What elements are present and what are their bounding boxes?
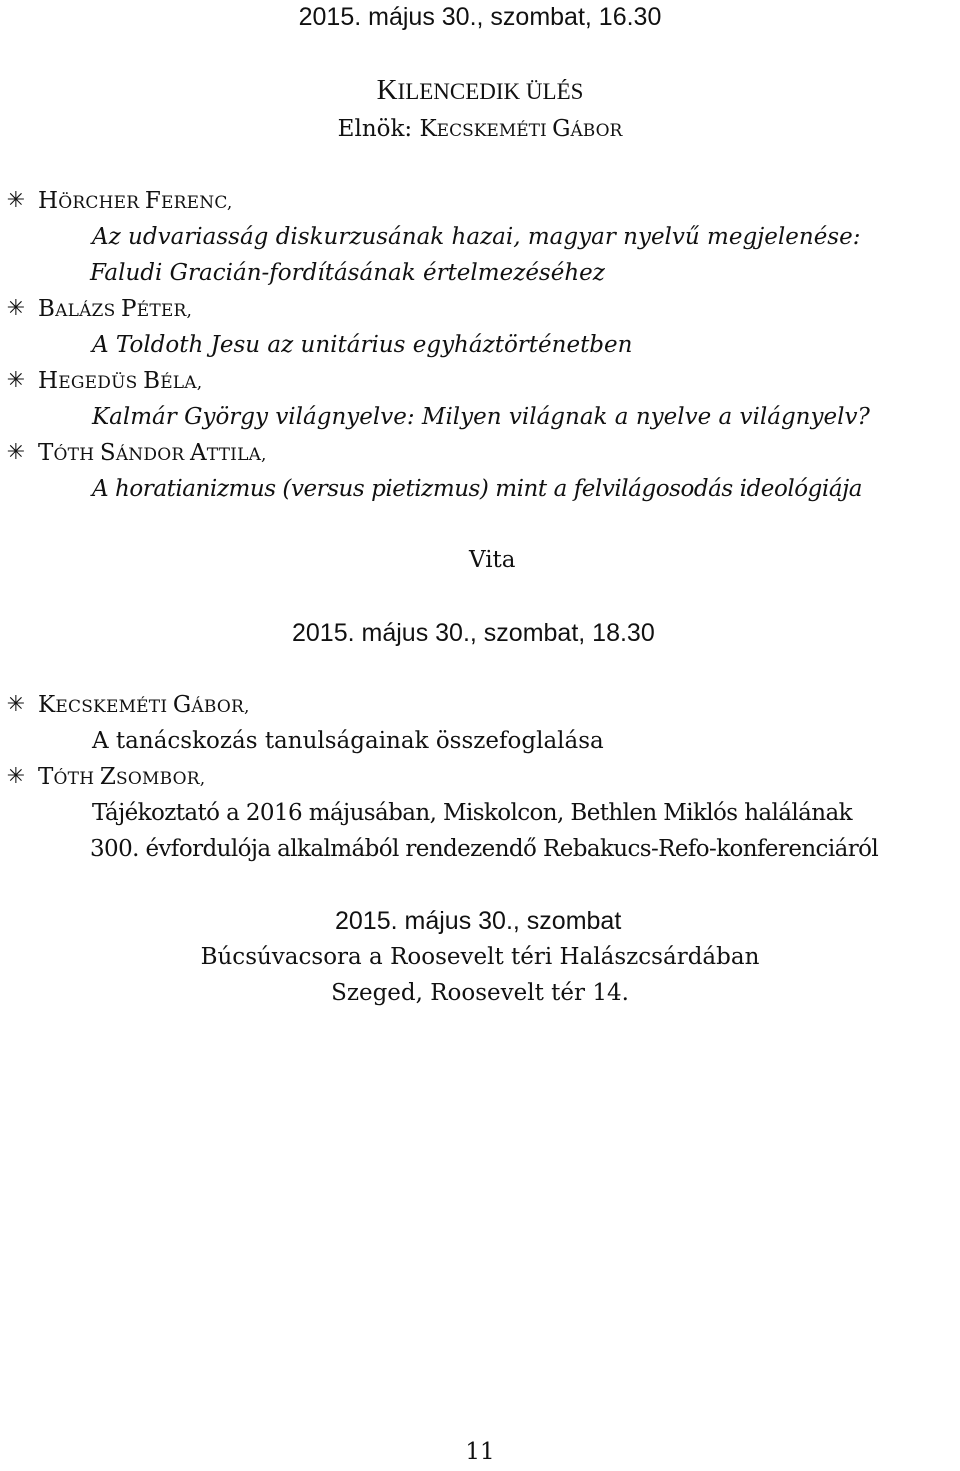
name-part: ÁBOR (570, 121, 623, 141)
talk-title-line: Tájékoztató a 2016 májusában, Miskolcon, Bethlen Miklós halálának (92, 800, 852, 826)
name-part: ÁBOR, (191, 697, 250, 717)
name-part: H (38, 188, 59, 214)
asterisk-icon: ✳ (6, 692, 26, 717)
name-part: P (121, 296, 137, 322)
talk-title-line: 300. évfordulója alkalmából rendezendő Rebakucs-Refo-konferenciáról (90, 836, 879, 862)
asterisk-icon: ✳ (6, 440, 26, 465)
session1-chair (0, 114, 960, 146)
name-part: ÓTH (53, 445, 100, 465)
name-part: ÉTER, (136, 301, 193, 321)
speaker-name (38, 366, 202, 398)
talk-title-line: Faludi Gracián-fordításának értelmezéséhez (90, 260, 605, 286)
name-part: S (99, 440, 116, 466)
asterisk-icon: ✳ (6, 368, 26, 393)
talk-title-line: Kalmár György világnyelve: Milyen világnak a nyelve a világnyelv? (92, 404, 870, 430)
name-part: F (144, 188, 162, 214)
dinner-venue: Búcsúvacsora a Roosevelt téri Halászcsárdában (200, 944, 760, 970)
name-part: ECSKEMÉTI (55, 697, 173, 717)
name-part: ÖRCHER (58, 193, 145, 213)
name-part: B (38, 296, 56, 322)
name-part: SOMBOR, (116, 769, 206, 789)
name-part: Z (99, 764, 117, 790)
name-part: ALÁZS (55, 301, 122, 321)
name-part: ÉLA, (160, 373, 203, 393)
name-part: G (552, 116, 571, 142)
name-part: K (38, 692, 56, 718)
page-number: 11 (465, 1439, 495, 1465)
name-part: B (143, 368, 161, 394)
name-part: A (189, 440, 207, 466)
speaker-name (38, 438, 267, 470)
name-part: T (38, 764, 54, 790)
name-part: H (38, 368, 59, 394)
name-part: EGEDÜS (58, 373, 144, 393)
name-part: G (172, 692, 192, 718)
discussion-label: Vita (469, 547, 516, 573)
speaker-name (38, 294, 192, 326)
name-part: ÓTH (53, 769, 100, 789)
chair-prefix: Elnök: (337, 116, 420, 142)
title-initial: K (376, 74, 398, 106)
talk-title-line: Az udvariasság diskurzusának hazai, magyar nyelvű megjelenése: (92, 224, 861, 250)
session1-date: 2015. május 30., szombat, 16.30 (298, 3, 662, 31)
name-part: ÁNDOR (115, 445, 190, 465)
session1-title (0, 72, 960, 110)
talk-title-line: A tanácskozás tanulságainak összefoglalása (92, 728, 604, 754)
name-part: TTILA, (206, 445, 267, 465)
talk-title-line: A horatianizmus (versus pietizmus) mint a felvilágosodás ideológiája (92, 476, 863, 502)
session2-date: 2015. május 30., szombat, 18.30 (292, 619, 655, 647)
asterisk-icon: ✳ (6, 296, 26, 321)
speaker-name (38, 762, 205, 794)
name-part: ECSKEMÉTI (436, 121, 553, 141)
speaker-name (38, 186, 233, 218)
dinner-date: 2015. május 30., szombat (335, 907, 622, 935)
dinner-address: Szeged, Roosevelt tér 14. (331, 980, 629, 1006)
speaker-name (38, 690, 250, 722)
talk-title-line: A Toldoth Jesu az unitárius egyháztörténetben (92, 332, 633, 358)
name-part: K (419, 116, 437, 142)
name-part: T (38, 440, 54, 466)
title-rest: ILENCEDIK ÜLÉS (397, 79, 584, 104)
name-part: ERENC, (161, 193, 233, 213)
asterisk-icon: ✳ (6, 188, 26, 213)
asterisk-icon: ✳ (6, 764, 26, 789)
